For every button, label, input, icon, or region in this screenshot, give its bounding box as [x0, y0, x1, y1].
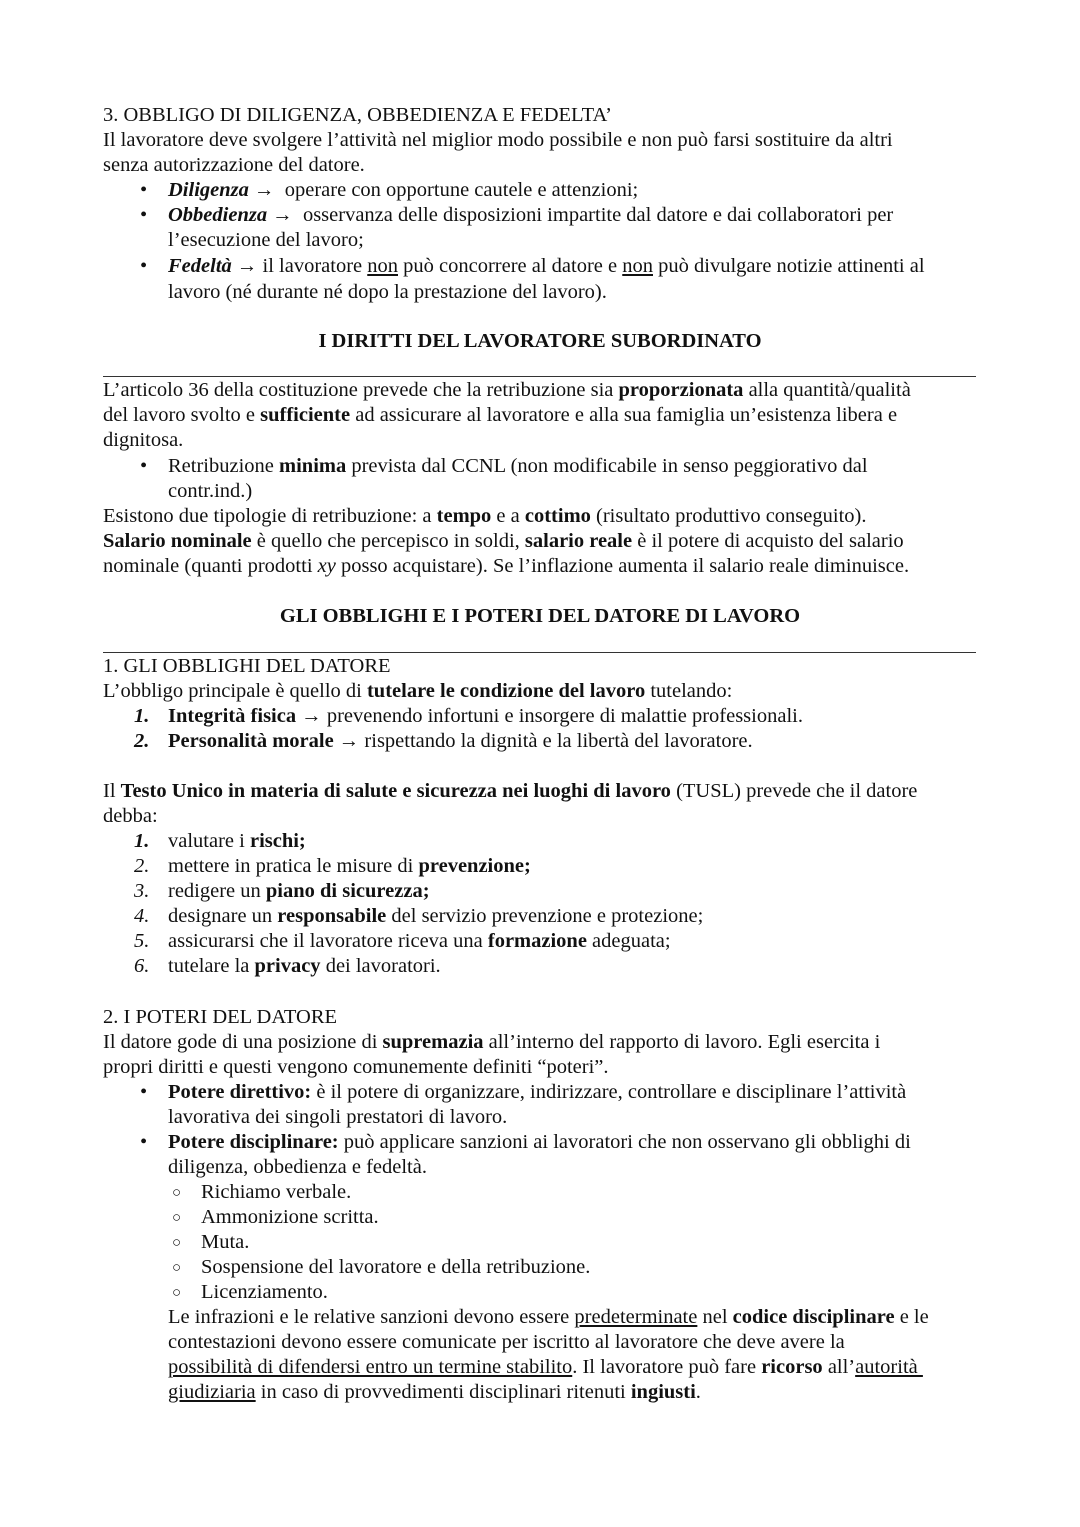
- text-segment: L’articolo 36 della costituzione prevede che la retribuzione sia: [103, 379, 619, 401]
- text-line: [103, 428, 183, 452]
- text-segment: Richiamo verbale.: [201, 1181, 352, 1203]
- list-number: 3.: [134, 880, 150, 902]
- bullet-icon: ○: [172, 1260, 182, 1276]
- text-segment: assicurarsi che il lavoratore riceva una: [168, 930, 488, 952]
- text-segment: l’esecuzione del lavoro;: [168, 229, 364, 251]
- text-segment: 1. GLI OBBLIGHI DEL DATORE: [103, 655, 391, 677]
- text-segment: lavorativa dei singoli prestatori di lavoro.: [168, 1106, 508, 1128]
- text-line: [103, 654, 391, 678]
- text-segment: Potere disciplinare:: [168, 1131, 339, 1153]
- text-segment: Personalità morale: [168, 730, 334, 752]
- text-segment: tutelare le condizione del lavoro: [366, 680, 646, 702]
- list-number: 5.: [134, 930, 150, 952]
- list-number: 1.: [134, 830, 150, 852]
- text-line: [168, 280, 607, 304]
- text-segment: in caso di provvedimenti disciplinari ritenuti: [255, 1381, 631, 1403]
- text-segment: .: [695, 1381, 701, 1403]
- text-segment: contr.ind.): [168, 480, 253, 502]
- text-line: [168, 178, 638, 202]
- text-segment: Il lavoratore deve svolgere l’attività nel miglior modo possibile e non può farsi sostituire da altri: [103, 129, 893, 151]
- text-segment: all’: [822, 1356, 856, 1378]
- text-line: [168, 479, 252, 503]
- text-segment: Integrità fisica: [168, 705, 297, 727]
- text-line: [168, 929, 671, 953]
- text-segment: Salario nominale: [103, 530, 252, 552]
- bullet-icon: •: [140, 179, 148, 201]
- text-line: [168, 829, 306, 853]
- text-segment: propri diritti e questi vengono comunemente definiti “poteri”.: [103, 1056, 609, 1078]
- text-segment: minima: [279, 455, 347, 477]
- text-segment: è il potere di acquisto del salario: [632, 530, 904, 552]
- bullet-icon: ○: [172, 1185, 182, 1201]
- bullet-icon: •: [140, 455, 148, 477]
- bullet-icon: ○: [172, 1285, 182, 1301]
- text-segment: 2. I POTERI DEL DATORE: [103, 1006, 338, 1028]
- text-segment: Diligenza: [168, 179, 249, 201]
- text-line: [201, 1255, 590, 1279]
- text-segment: . Il lavoratore può fare: [572, 1356, 762, 1378]
- text-segment: salario reale: [524, 530, 633, 552]
- text-segment: tutelare la: [168, 955, 255, 977]
- text-segment: tempo: [436, 505, 492, 527]
- text-segment: Obbedienza: [168, 204, 268, 226]
- text-segment: proporzionata: [618, 379, 744, 401]
- text-line: [168, 879, 430, 903]
- text-segment: cottimo: [524, 505, 591, 527]
- text-line: [103, 779, 917, 803]
- text-line: [201, 1180, 351, 1204]
- text-segment: autorità: [855, 1356, 923, 1378]
- text-segment: ingiusti: [630, 1381, 696, 1403]
- text-line: [103, 1005, 337, 1029]
- text-segment: del servizio prevenzione e protezione;: [386, 905, 704, 927]
- text-segment: Muta.: [201, 1231, 250, 1253]
- text-segment: Licenziamento.: [201, 1281, 328, 1303]
- text-line: [201, 1230, 249, 1254]
- text-segment: Esistono due tipologie di retribuzione: a: [103, 505, 437, 527]
- text-segment: → operare con opportune cautele e attenzioni;: [248, 179, 639, 201]
- text-segment: del lavoro svolto e: [103, 404, 261, 426]
- text-line: [103, 679, 732, 703]
- text-segment: (risultato produttivo conseguito).: [590, 505, 867, 527]
- text-line: [168, 904, 703, 928]
- text-line: [168, 1080, 906, 1104]
- text-segment: supremazia: [382, 1031, 484, 1053]
- text-segment: senza autorizzazione del datore.: [103, 154, 365, 176]
- text-line: [168, 1155, 427, 1179]
- text-segment: responsabile: [277, 905, 387, 927]
- text-segment: redigere un: [168, 880, 266, 902]
- text-line: [168, 228, 364, 252]
- text-segment: ricorso: [761, 1356, 823, 1378]
- text-segment: rischi;: [249, 830, 306, 852]
- text-segment: nominale (quanti prodotti: [103, 555, 318, 577]
- text-segment: tutelando:: [645, 680, 733, 702]
- text-segment: GLI OBBLIGHI E I POTERI DEL DATORE DI LAVORO: [279, 605, 801, 627]
- section-heading: [0, 604, 1080, 628]
- text-line: [103, 378, 911, 402]
- text-line: [103, 504, 866, 528]
- text-segment: nel: [697, 1306, 733, 1328]
- text-line: [168, 1380, 701, 1404]
- text-segment: contestazioni devono essere comunicate per iscritto al lavoratore che deve avere la: [168, 1331, 845, 1353]
- text-line: [168, 254, 925, 278]
- text-line: [201, 1280, 328, 1304]
- text-segment: sufficiente: [260, 404, 351, 426]
- text-line: [168, 1355, 923, 1379]
- text-line: [103, 554, 909, 578]
- text-segment: adeguata;: [586, 930, 671, 952]
- text-segment: alla quantità/qualità: [743, 379, 911, 401]
- text-line: [103, 804, 158, 828]
- text-segment: possibilità di difendersi entro un termine stabilito: [168, 1356, 573, 1378]
- text-segment: non: [367, 255, 398, 277]
- text-segment: ad assicurare al lavoratore e alla sua famiglia un’esistenza libera e: [350, 404, 898, 426]
- text-segment: xy: [317, 555, 336, 577]
- text-segment: piano di sicurezza;: [265, 880, 430, 902]
- text-segment: e le: [894, 1306, 929, 1328]
- text-segment: Il: [103, 780, 121, 802]
- text-segment: valutare i: [168, 830, 250, 852]
- text-segment: mettere in pratica le misure di: [168, 855, 419, 877]
- text-segment: diligenza, obbedienza e fedeltà.: [168, 1156, 427, 1178]
- text-segment: (TUSL) prevede che il datore: [670, 780, 918, 802]
- text-segment: I DIRITTI DEL LAVORATORE SUBORDINATO: [318, 330, 762, 352]
- text-segment: predeterminate: [574, 1306, 698, 1328]
- text-segment: debba:: [103, 805, 158, 827]
- list-number: 1.: [134, 705, 150, 727]
- text-segment: designare un: [168, 905, 278, 927]
- list-number: 6.: [134, 955, 150, 977]
- text-segment: privacy: [254, 955, 321, 977]
- text-line: [168, 954, 441, 978]
- text-line: [168, 854, 531, 878]
- bullet-icon: •: [140, 204, 148, 226]
- list-number: 2.: [134, 855, 150, 877]
- text-segment: dignitosa.: [103, 429, 184, 451]
- text-segment: posso acquistare). Se l’inflazione aumenta il salario reale diminuisce.: [335, 555, 910, 577]
- text-segment: può concorrere al datore e: [398, 255, 623, 277]
- text-line: [168, 1105, 507, 1129]
- text-segment: Testo Unico in materia di salute e sicurezza nei luoghi di lavoro: [120, 780, 671, 802]
- text-line: [201, 1205, 379, 1229]
- text-segment: prevenzione;: [418, 855, 531, 877]
- text-line: [103, 153, 365, 177]
- text-segment: prevista dal CCNL (non modificabile in senso peggiorativo dal: [346, 455, 868, 477]
- text-line: [103, 103, 612, 127]
- text-segment: non: [622, 255, 653, 277]
- text-segment: è quello che percepisco in soldi,: [251, 530, 525, 552]
- text-segment: dei lavoratori.: [320, 955, 441, 977]
- text-segment: può divulgare notizie attinenti al: [653, 255, 925, 277]
- text-segment: Le infrazioni e le relative sanzioni devono essere: [168, 1306, 575, 1328]
- text-line: [168, 704, 803, 728]
- text-segment: giudiziaria: [168, 1381, 256, 1403]
- text-line: [168, 454, 868, 478]
- text-line: [103, 529, 904, 553]
- section-divider: [103, 652, 976, 653]
- text-line: [103, 1030, 880, 1054]
- list-number: 2.: [134, 730, 150, 752]
- text-segment: formazione: [487, 930, 587, 952]
- text-segment: → rispettando la dignità e la libertà del lavoratore.: [333, 730, 753, 752]
- text-segment: Retribuzione: [168, 455, 280, 477]
- text-segment: codice disciplinare: [732, 1306, 895, 1328]
- text-segment: lavoro (né durante né dopo la prestazione del lavoro).: [168, 281, 607, 303]
- text-segment: può applicare sanzioni ai lavoratori che non osservano gli obblighi di: [338, 1131, 911, 1153]
- text-segment: Potere direttivo:: [168, 1081, 312, 1103]
- section-heading: [0, 329, 1080, 353]
- text-segment: e a: [491, 505, 525, 527]
- list-number: 4.: [134, 905, 150, 927]
- text-line: [168, 1305, 929, 1329]
- text-segment: Ammonizione scritta.: [201, 1206, 379, 1228]
- text-line: [103, 128, 893, 152]
- text-segment: 3. OBBLIGO DI DILIGENZA, OBBEDIENZA E FEDELTA’: [103, 104, 612, 126]
- text-line: [168, 729, 753, 753]
- text-segment: → il lavoratore: [231, 255, 368, 277]
- text-segment: Fedeltà: [168, 255, 232, 277]
- bullet-icon: ○: [172, 1235, 182, 1251]
- section-divider: [103, 376, 976, 377]
- bullet-icon: •: [140, 255, 148, 277]
- text-segment: Sospensione del lavoratore e della retribuzione.: [201, 1256, 591, 1278]
- text-segment: Il datore gode di una posizione di: [103, 1031, 383, 1053]
- text-segment: all’interno del rapporto di lavoro. Egli esercita i: [483, 1031, 881, 1053]
- text-segment: → osservanza delle disposizioni impartite dal datore e dai collaboratori per: [267, 204, 894, 226]
- text-line: [103, 1055, 609, 1079]
- text-segment: è il potere di organizzare, indirizzare, controllare e disciplinare l’attività: [311, 1081, 907, 1103]
- text-line: [168, 1130, 911, 1154]
- bullet-icon: ○: [172, 1210, 182, 1226]
- bullet-icon: •: [140, 1081, 148, 1103]
- text-line: [168, 1330, 845, 1354]
- text-line: [103, 403, 897, 427]
- text-line: [168, 203, 893, 227]
- text-segment: → prevenendo infortuni e insorgere di malattie professionali.: [296, 705, 803, 727]
- text-segment: L’obbligo principale è quello di: [103, 680, 367, 702]
- bullet-icon: •: [140, 1131, 148, 1153]
